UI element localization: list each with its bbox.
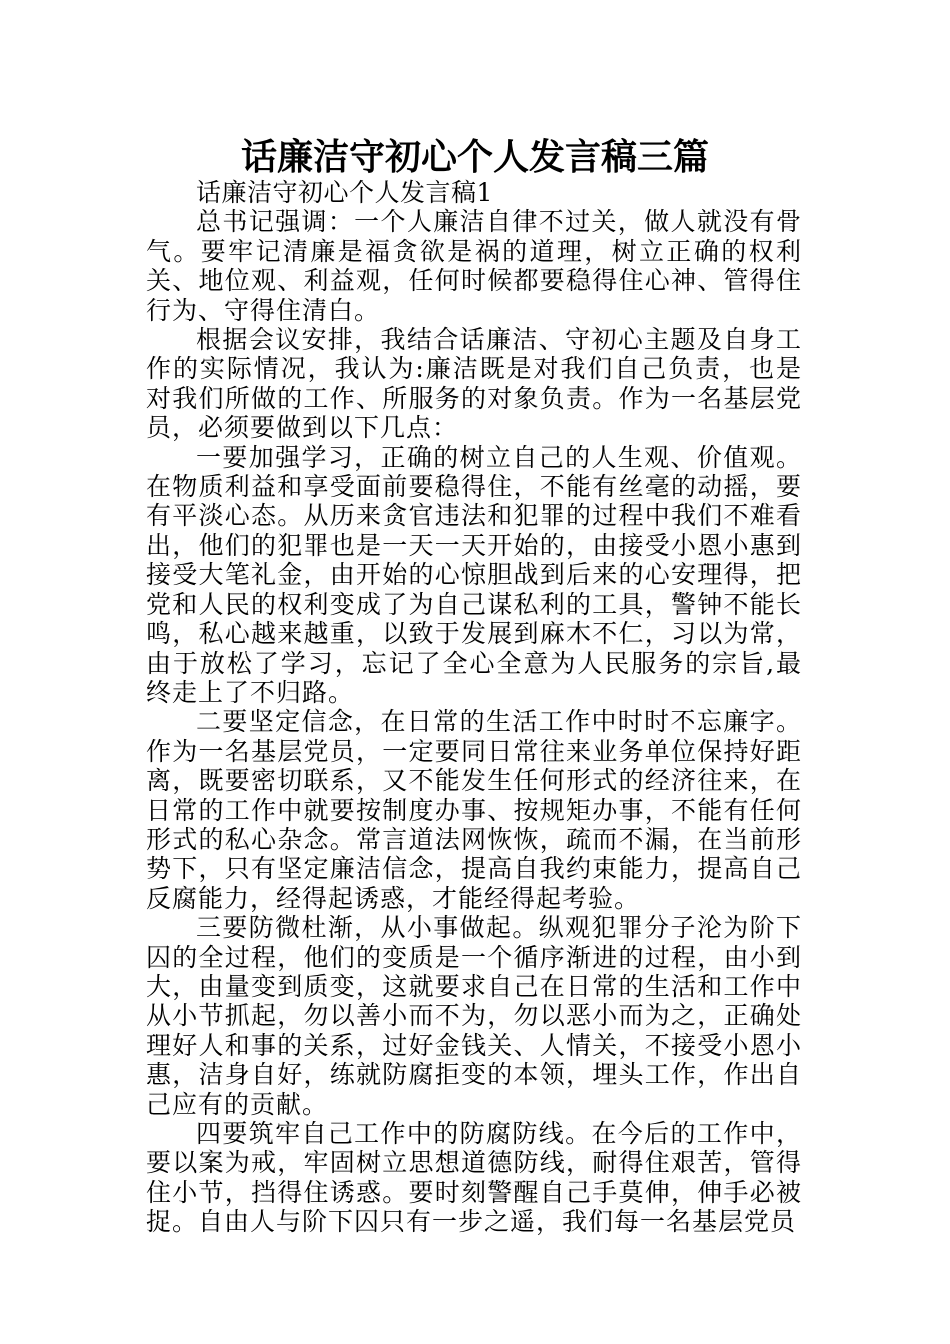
paragraph-point-4: 四要筑牢自己工作中的防腐防线。在今后的工作中，要以案为戒，牢固树立思想道德防线，耐得住艰苦，管得住小节，挡得住诱惑。要时刻警醒自己手莫伸，伸手必被捉。自由人与阶下囚只有一步之遥，我们每一名基层党员 <box>146 1119 802 1237</box>
section-heading: 话廉洁守初心个人发言稿1 <box>196 178 493 207</box>
paragraph-quote: 总书记强调：一个人廉洁自律不过关，做人就没有骨气。要牢记清廉是福贪欲是祸的道理，树立正确的权利关、地位观、利益观，任何时候都要稳得住心神、管得住行为、守得住清白。 <box>146 207 802 325</box>
paragraph-point-1: 一要加强学习，正确的树立自己的人生观、价值观。在物质利益和享受面前要稳得住，不能有丝毫的动摇，要有平淡心态。从历来贪官违法和犯罪的过程中我们不难看出，他们的犯罪也是一天一天开始的，由接受小恩小惠到接受大笔礼金，由开始的心惊胆战到后来的心安理得，把党和人民的权利变成了为自己谋私利的工具，警钟不能长鸣，私心越来越重，以致于发展到麻木不仁，习以为常，由于放松了学习，忘记了全心全意为人民服务的宗旨,最终走上了不归路。 <box>146 442 802 707</box>
paragraph-intro: 根据会议安排，我结合话廉洁、守初心主题及自身工作的实际情况，我认为:廉洁既是对我们自己负责，也是对我们所做的工作、所服务的对象负责。作为一名基层党员，必须要做到以下几点： <box>146 325 802 443</box>
document-title: 话廉洁守初心个人发言稿三篇 <box>240 136 709 178</box>
document-body <box>146 178 802 1237</box>
paragraph-point-2: 二要坚定信念，在日常的生活工作中时时不忘廉字。作为一名基层党员，一定要同日常往来业务单位保持好距离，既要密切联系，又不能发生任何形式的经济往来，在日常的工作中就要按制度办事、按规矩办事，不能有任何形式的私心杂念。常言道法网恢恢，疏而不漏，在当前形势下，只有坚定廉洁信念，提高自我约束能力，提高自己反腐能力，经得起诱惑，才能经得起考验。 <box>146 707 802 913</box>
paragraph-point-3: 三要防微杜渐，从小事做起。纵观犯罪分子沦为阶下囚的全过程，他们的变质是一个循序渐进的过程，由小到大，由量变到质变，这就要求自己在日常的生活和工作中从小节抓起，勿以善小而不为，勿以恶小而为之，正确处理好人和事的关系，过好金钱关、人情关，不接受小恩小惠，洁身自好，练就防腐拒变的本领，埋头工作，作出自己应有的贡献。 <box>146 913 802 1119</box>
